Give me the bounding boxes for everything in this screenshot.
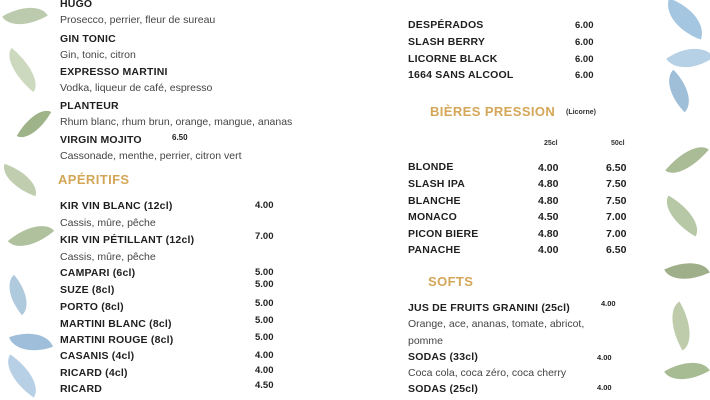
aperitif-name: RICARD	[60, 383, 103, 395]
leaf-icon	[0, 48, 46, 92]
draft-price-50cl: 7.00	[606, 228, 627, 240]
soft-desc: Orange, ace, ananas, tomate, abricot,	[408, 318, 585, 330]
cocktail-name: GIN TONIC	[60, 33, 116, 45]
soft-name: SODAS (33cl)	[408, 351, 479, 363]
draft-beer-name: BLANCHE	[408, 195, 461, 207]
leaf-icon	[0, 164, 42, 196]
draft-price-25cl: 4.00	[538, 244, 559, 256]
aperitif-price: 5.00	[255, 315, 274, 326]
left-foliage-decoration	[0, 0, 55, 400]
aperitif-name: KIR VIN PÉTILLANT (12cl)	[60, 234, 195, 246]
draft-col-25cl: 25cl	[544, 140, 558, 147]
aperitif-price: 5.00	[255, 267, 274, 278]
leaf-icon	[665, 137, 709, 184]
leaf-icon	[660, 0, 710, 40]
aperitif-price: 4.00	[255, 350, 274, 361]
draft-beer-name: SLASH IPA	[408, 178, 466, 190]
draft-beer-name: BLONDE	[408, 161, 454, 173]
leaf-icon	[0, 354, 46, 397]
aperitif-price: 5.00	[255, 332, 274, 343]
draft-beer-name: PICON BIERE	[408, 228, 479, 240]
draft-beer-name: MONACO	[408, 211, 458, 223]
soft-price: 4.00	[601, 299, 616, 308]
bottle-name: DESPÉRADOS	[408, 19, 484, 31]
cocktail-desc: Cassonade, menthe, perrier, citron vert	[60, 150, 242, 162]
bottle-price: 6.00	[575, 54, 594, 65]
bottle-price: 6.00	[575, 37, 594, 48]
draft-price-50cl: 7.00	[606, 211, 627, 223]
aperitif-name: PORTO (8cl)	[60, 301, 124, 313]
leaf-icon	[657, 195, 706, 236]
cocktail-desc: Vodka, liqueur de café, espresso	[60, 82, 213, 94]
aperitif-desc: Cassis, mûre, pêche	[60, 217, 156, 229]
soft-name: JUS DE FRUITS GRANINI (25cl)	[408, 302, 570, 314]
aperitif-name: SUZE (8cl)	[60, 284, 115, 296]
aperitif-name: RICARD (4cl)	[60, 367, 128, 379]
soft-price: 4.00	[597, 383, 612, 392]
cocktail-name: HUGO	[60, 0, 93, 10]
cocktail-name: VIRGIN MOJITO	[60, 134, 142, 146]
aperitif-name: CASANIS (4cl)	[60, 350, 135, 362]
aperitif-price: 5.00	[255, 298, 274, 309]
leaf-icon	[658, 70, 700, 112]
draft-price-25cl: 4.50	[538, 211, 559, 223]
cocktail-desc: Prosecco, perrier, fleur de sureau	[60, 14, 216, 26]
soft-desc: Coca cola, coca zéro, coca cherry	[408, 367, 567, 379]
aperitif-name: MARTINI BLANC (8cl)	[60, 318, 172, 330]
softs-section-title: SOFTS	[428, 274, 474, 289]
draft-price-50cl: 6.50	[606, 162, 627, 174]
draft-col-50cl: 50cl	[611, 140, 625, 147]
aperitif-price: 4.00	[255, 365, 274, 376]
bottle-name: 1664 SANS ALCOOL	[408, 69, 514, 81]
draft-price-25cl: 4.00	[538, 162, 559, 174]
aperitif-price: 5.00	[255, 279, 274, 290]
aperitif-desc: Cassis, mûre, pêche	[60, 251, 156, 263]
cocktail-name: EXPRESSO MARTINI	[60, 66, 168, 78]
soft-desc: pomme	[408, 335, 444, 347]
soft-price: 4.00	[597, 353, 612, 362]
draft-price-25cl: 4.80	[538, 195, 559, 207]
aperitif-price: 4.00	[255, 200, 274, 211]
aperitif-name: MARTINI ROUGE (8cl)	[60, 334, 174, 346]
draft-section-title: BIÈRES PRESSION	[430, 104, 556, 119]
aperitif-price: 7.00	[255, 231, 274, 242]
leaf-icon	[660, 301, 701, 350]
cocktail-name: PLANTEUR	[60, 100, 119, 112]
draft-price-50cl: 7.50	[606, 178, 627, 190]
leaf-icon	[9, 324, 53, 360]
soft-name: SODAS (25cl)	[408, 383, 479, 395]
bottle-price: 6.00	[575, 20, 594, 31]
leaf-icon	[664, 253, 710, 290]
draft-price-50cl: 7.50	[606, 195, 627, 207]
aperitif-name: CAMPARI (6cl)	[60, 267, 136, 279]
bottle-name: LICORNE BLACK	[408, 53, 498, 65]
draft-beer-name: PANACHE	[408, 244, 461, 256]
leaf-icon	[2, 0, 48, 36]
leaf-icon	[664, 351, 710, 390]
bottle-price: 6.00	[575, 70, 594, 81]
draft-section-subtitle: (Licorne)	[566, 109, 596, 116]
leaf-icon	[8, 214, 54, 258]
aperitif-price: 4.50	[255, 380, 274, 391]
cocktail-desc: Gin, tonic, citron	[60, 49, 136, 61]
cocktail-price: 6.50	[172, 133, 188, 142]
cocktail-desc: Rhum blanc, rhum brun, orange, mangue, ananas	[60, 116, 293, 128]
bottle-name: SLASH BERRY	[408, 36, 486, 48]
right-foliage-decoration	[655, 0, 710, 400]
draft-price-25cl: 4.80	[538, 178, 559, 190]
aperitif-name: KIR VIN BLANC (12cl)	[60, 200, 173, 212]
draft-price-25cl: 4.80	[538, 228, 559, 240]
leaf-icon	[17, 103, 52, 145]
draft-price-50cl: 6.50	[606, 244, 627, 256]
aperitifs-section-title: APÉRITIFS	[58, 172, 130, 187]
leaf-icon	[0, 275, 37, 315]
